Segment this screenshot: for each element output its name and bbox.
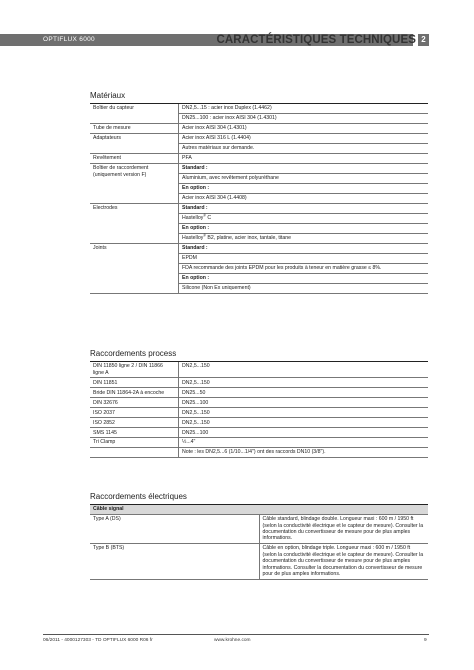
table-row xyxy=(90,104,428,113)
footer-rule xyxy=(43,634,429,635)
material-value xyxy=(179,233,429,243)
material-value xyxy=(179,183,429,193)
value-text: Silicone (Non Ex uniquement) xyxy=(182,284,251,291)
page-number: 9 xyxy=(424,638,427,643)
table-row xyxy=(90,123,428,133)
material-value xyxy=(179,253,429,263)
connection-value: DN25...50 xyxy=(179,388,429,398)
connection-label: Bride DIN 11864-2A à encoche xyxy=(90,388,179,398)
value-text: Autres matériaux sur demande. xyxy=(182,145,255,152)
table-header-row xyxy=(90,505,428,514)
table-row xyxy=(90,514,428,543)
material-label: Revêtement xyxy=(90,153,179,163)
connection-value: ½...4" xyxy=(179,438,429,448)
material-value xyxy=(179,193,429,203)
value-text: Standard : xyxy=(182,165,208,172)
connection-value: DN25...100 xyxy=(179,398,429,408)
connection-label: ISO 2852 xyxy=(90,418,179,428)
cable-type-value: Câble en option, blindage triple. Longueur maxi : 600 m / 1950 ft (selon la conductivité électrique et le capteur de mesure). Consulter la documentation du convertisseur de mesure pour de plus amples informations. Consulter la documentation du convertisseur de mesure pour de plus amples informations. xyxy=(259,544,428,580)
table-row xyxy=(90,153,428,163)
materials-title: Matériaux xyxy=(90,91,428,104)
value-text: Acier inox AISI 304 (1.4301) xyxy=(182,125,247,132)
connection-label: ISO 2037 xyxy=(90,408,179,418)
material-label: Boîtier du capteur xyxy=(90,104,179,123)
material-label: Joints xyxy=(90,243,179,293)
material-value xyxy=(179,104,429,113)
value-text: PFA xyxy=(182,155,192,162)
material-value xyxy=(179,213,429,223)
process-table xyxy=(90,362,428,458)
connection-label: SMS 1145 xyxy=(90,428,179,438)
registered-mark: ® xyxy=(203,233,206,238)
connection-value: Note : les DN2,5...6 (1/10...1/4") ont des raccords DN10 (3/8"). xyxy=(179,448,429,458)
connection-value: DN2,5...150 xyxy=(179,378,429,388)
material-value xyxy=(179,263,429,273)
cable-type-label: Type A (DS) xyxy=(90,514,259,543)
table-row xyxy=(90,378,428,388)
materials-table xyxy=(90,104,428,294)
table-row xyxy=(90,428,428,438)
value-text: En option : xyxy=(182,225,210,231)
footer-doc-ref: 06/2011 - 4000127303 - TD OPTIFLUX 6000 R06 fr xyxy=(43,638,153,643)
material-value xyxy=(179,133,429,143)
material-value xyxy=(179,163,429,173)
connection-label: Tri Clamp xyxy=(90,438,179,448)
table-row xyxy=(90,398,428,408)
chapter-title: CARACTÉRISTIQUES TECHNIQUES xyxy=(216,34,416,46)
connection-label: DIN 32676 xyxy=(90,398,179,408)
connection-label: DIN 11851 xyxy=(90,378,179,388)
material-value xyxy=(179,143,429,153)
material-value xyxy=(179,113,429,123)
connection-value: DN25...100 xyxy=(179,428,429,438)
connection-label: DIN 11850 ligne 2 / DIN 11866 ligne A xyxy=(90,362,179,378)
table-row xyxy=(90,133,428,143)
value-text: FDA recommande des joints EPDM pour les produits à teneur en matière grasse ≤ 8%. xyxy=(182,264,382,271)
material-value xyxy=(179,203,429,213)
connection-value: DN2,5...150 xyxy=(179,362,429,378)
electrical-table xyxy=(90,505,428,580)
material-value xyxy=(179,283,429,293)
table-row xyxy=(90,163,428,173)
chapter-number: 2 xyxy=(418,34,429,46)
material-value xyxy=(179,173,429,183)
connection-value: DN2,5...150 xyxy=(179,418,429,428)
value-text: Acier inox AISI 304 (1.4408) xyxy=(182,195,247,202)
process-section xyxy=(90,349,428,458)
material-value xyxy=(179,273,429,283)
table-row xyxy=(90,408,428,418)
table-row xyxy=(90,362,428,378)
value-text-suffix: B2, platine, acier inox, tantale, titane xyxy=(205,234,292,241)
value-text-suffix: C xyxy=(205,215,212,222)
material-value xyxy=(179,123,429,133)
materials-section xyxy=(90,91,428,294)
value-text: En option : xyxy=(182,185,210,192)
material-label: Tube de mesure xyxy=(90,123,179,133)
electrical-section xyxy=(90,492,428,580)
material-value xyxy=(179,223,429,233)
product-name: OPTIFLUX 6000 xyxy=(43,36,95,43)
value-text: Hastelloy xyxy=(182,234,204,241)
table-row xyxy=(90,448,428,458)
value-text: DN25...100 : acier inox AISI 304 (1.4301) xyxy=(182,115,277,122)
material-label: Electrodes xyxy=(90,203,179,243)
registered-mark: ® xyxy=(203,213,206,218)
value-text: Aluminium, avec revêtement polyuréthane xyxy=(182,175,279,182)
material-label: Adaptateurs xyxy=(90,133,179,153)
material-value xyxy=(179,243,429,253)
value-text: Standard : xyxy=(182,244,208,251)
material-value xyxy=(179,153,429,163)
material-label: Boîtier de raccordement (uniquement version F) xyxy=(90,163,179,203)
process-title: Raccordements process xyxy=(90,349,428,362)
footer-website: www.krohne.com xyxy=(214,638,251,643)
connection-value: DN2,5...150 xyxy=(179,408,429,418)
table-row xyxy=(90,544,428,580)
value-text: EPDM xyxy=(182,254,197,261)
table-row xyxy=(90,438,428,448)
value-text: Hastelloy xyxy=(182,215,204,222)
value-text: DN2,5...15 : acier inox Duplex (1.4462) xyxy=(182,105,272,112)
value-text: Acier inox AISI 316 L (1.4404) xyxy=(182,135,251,142)
table-row xyxy=(90,243,428,253)
electrical-title: Raccordements électriques xyxy=(90,492,428,505)
signal-cable-header: Câble signal xyxy=(90,505,428,514)
connection-label xyxy=(90,448,179,458)
table-row xyxy=(90,388,428,398)
cable-type-value: Câble standard, blindage double. Longueur maxi : 600 m / 1950 ft (selon la conductivité électrique et le capteur de mesure). Consulter la documentation du convertisseur de mesure pour de plus amples informations. xyxy=(259,514,428,543)
cable-type-label: Type B (BTS) xyxy=(90,544,259,580)
value-text: En option : xyxy=(182,274,210,281)
value-text: Standard : xyxy=(182,205,208,212)
table-row xyxy=(90,418,428,428)
table-row xyxy=(90,203,428,213)
